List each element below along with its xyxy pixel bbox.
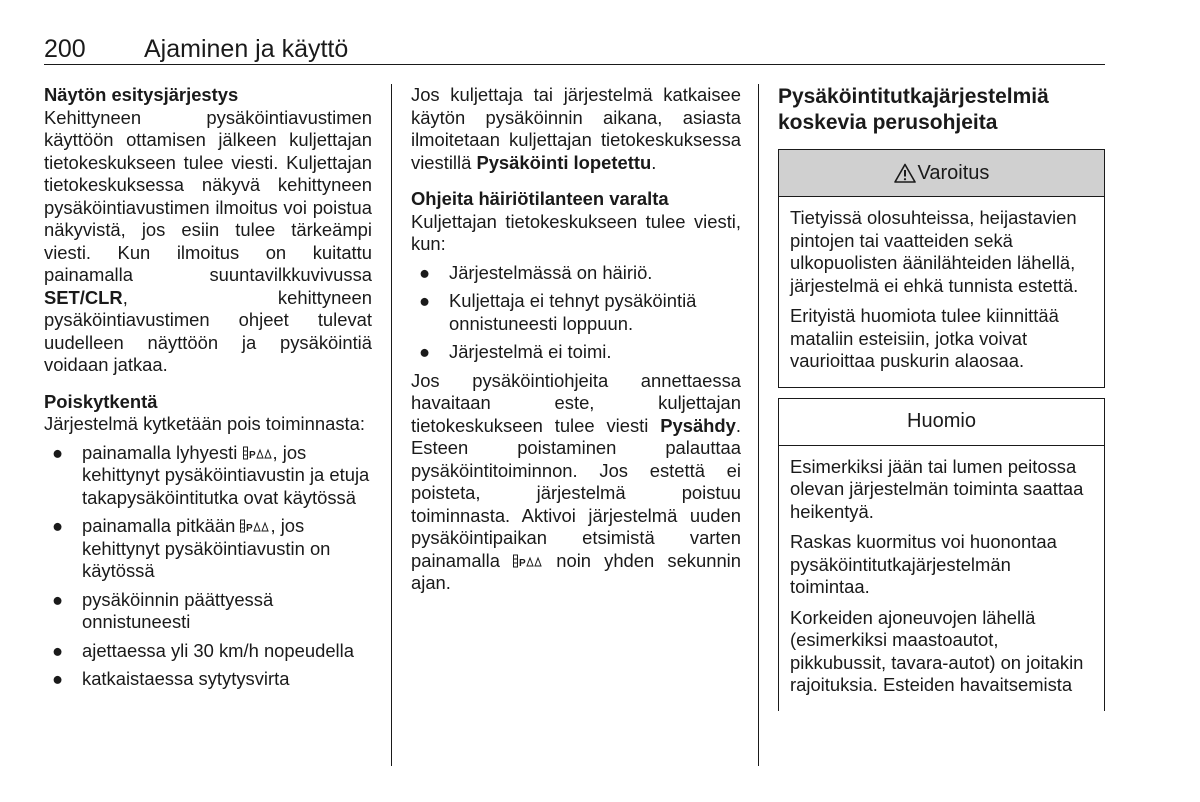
warning-paragraph: Tietyissä olosuhteissa, heijastavien pintojen tai vaatteiden sekä ulkopuolisten äänilähteiden lähellä, järjestelmä ei ehkä tunnista estettä. — [790, 207, 1079, 296]
warning-label: Varoitus — [917, 161, 990, 184]
subheading-fault-instructions: Ohjeita häiriötilanteen varalta — [411, 188, 669, 209]
list-item: ● Järjestelmä ei toimi. — [419, 341, 612, 362]
paragraph-deactivation: Järjestelmä kytketään pois toiminnasta: — [44, 413, 365, 434]
chapter-title: Ajaminen ja käyttö — [144, 35, 349, 63]
paragraph-fault-intro: Kuljettajan tietokeskukseen tulee viesti, kun: — [411, 210, 741, 254]
warning-box — [778, 149, 1105, 388]
column-divider — [758, 84, 759, 766]
list-item: ● pysäköinnin päättyessä onnistuneesti — [52, 588, 274, 632]
list-item: ● katkaistaessa sytytysvirta — [52, 668, 290, 689]
column-divider — [391, 84, 392, 766]
note-paragraph: Korkeiden ajoneuvojen lähellä (esimerkiksi maastoautot, pikkubussit, tavara-autot) on joitakin rajoituksia. Esteiden havaitsemista — [790, 606, 1084, 695]
header-divider — [44, 64, 1105, 65]
deactivation-list — [44, 442, 372, 691]
page-header — [44, 34, 1105, 64]
warning-triangle-icon — [894, 163, 916, 183]
note-label: Huomio — [907, 410, 976, 433]
note-paragraph: Raskas kuormitus voi huonontaa pysäköintitutkajärjestelmän toimintaa. — [790, 531, 1057, 597]
parking-assist-button-icon — [243, 446, 273, 460]
fault-list — [411, 262, 741, 364]
svg-text:P: P — [248, 449, 256, 460]
svg-text:P: P — [519, 557, 526, 568]
list-item: ● Järjestelmässä on häiriö. — [419, 261, 653, 283]
note-box-body — [779, 446, 1104, 711]
warning-box-body — [779, 197, 1104, 387]
list-item: ● painamalla lyhyesti P , jos kehittynyt pysäköintiavustin ja etuja takapysäköintitutka ovat käytössä — [52, 441, 370, 508]
warning-paragraph: Erityistä huomiota tulee kiinnittää mataliin esteisiin, jotka voivat vaurioittaa puskurin alaosaa. — [790, 305, 1059, 371]
section-title: Pysäköintitutkajärjestelmiä koskevia perusohjeita — [778, 85, 1049, 134]
subheading-display-order: Näytön esitysjärjestys — [44, 84, 239, 105]
note-box — [778, 398, 1105, 711]
svg-text:P: P — [246, 523, 254, 533]
note-box-header — [779, 399, 1104, 446]
column-left — [44, 84, 372, 691]
paragraph-display-order: Kehittyneen pysäköintiavustimen käyttöön ottamisen jälkeen kuljettajan tietokeskukseen tulee viesti. Kuljettajan tietokeskuksessa näkyvä kehittyneen pysäköintiavustimen ilmoitus voi poistua näkyvistä, jos esiin tulee tärkeämpi viesti. Kun ilmoitus on kuitattu painamalla suuntavilkkuvivussa SET/CLR, kehittyneen pysäköintiavustimen ohjeet tulevat uudelleen näyttöön ja pysäköintiä voidaan jatkaa. — [44, 106, 372, 375]
list-item: ● ajettaessa yli 30 km/h nopeudella — [52, 639, 354, 661]
warning-box-header — [779, 150, 1104, 197]
list-item: ● Kuljettaja ei tehnyt pysäköintiä onnistuneesti loppuun. — [419, 290, 697, 334]
parking-assist-button-icon — [513, 554, 543, 568]
paragraph-obstacle: Jos pysäköintiohjeita annettaessa havaitaan este, kuljettajan tietokeskukseen tulee viesti Pysähdy. Esteen poistaminen palauttaa pysäköintitoiminnon. Jos estettä ei poisteta, järjestelmä poistuu toiminnasta. Aktivoi järjestelmä uuden pysäköintipaikan etsimistä varten painamalla P noin yhden sekunnin ajan. — [411, 369, 741, 593]
parking-assist-button-icon — [240, 519, 270, 533]
note-paragraph: Esimerkiksi jään tai lumen peitossa olevan järjestelmän toiminta saattaa heikentyä. — [790, 455, 1084, 522]
paragraph-cancellation: Jos kuljettaja tai järjestelmä katkaisee käytön pysäköinnin aikana, asiasta ilmoitetaan kuljettajan tietokeskuksessa viestillä Pysäköinti lopetettu. — [411, 84, 741, 173]
subheading-deactivation: Poiskytkentä — [44, 390, 158, 412]
column-middle — [411, 84, 741, 595]
list-item: ● painamalla pitkään P , jos kehittynyt pysäköintiavustin on käytössä — [52, 515, 331, 581]
page-number: 200 — [44, 35, 86, 63]
column-right — [778, 84, 1105, 721]
